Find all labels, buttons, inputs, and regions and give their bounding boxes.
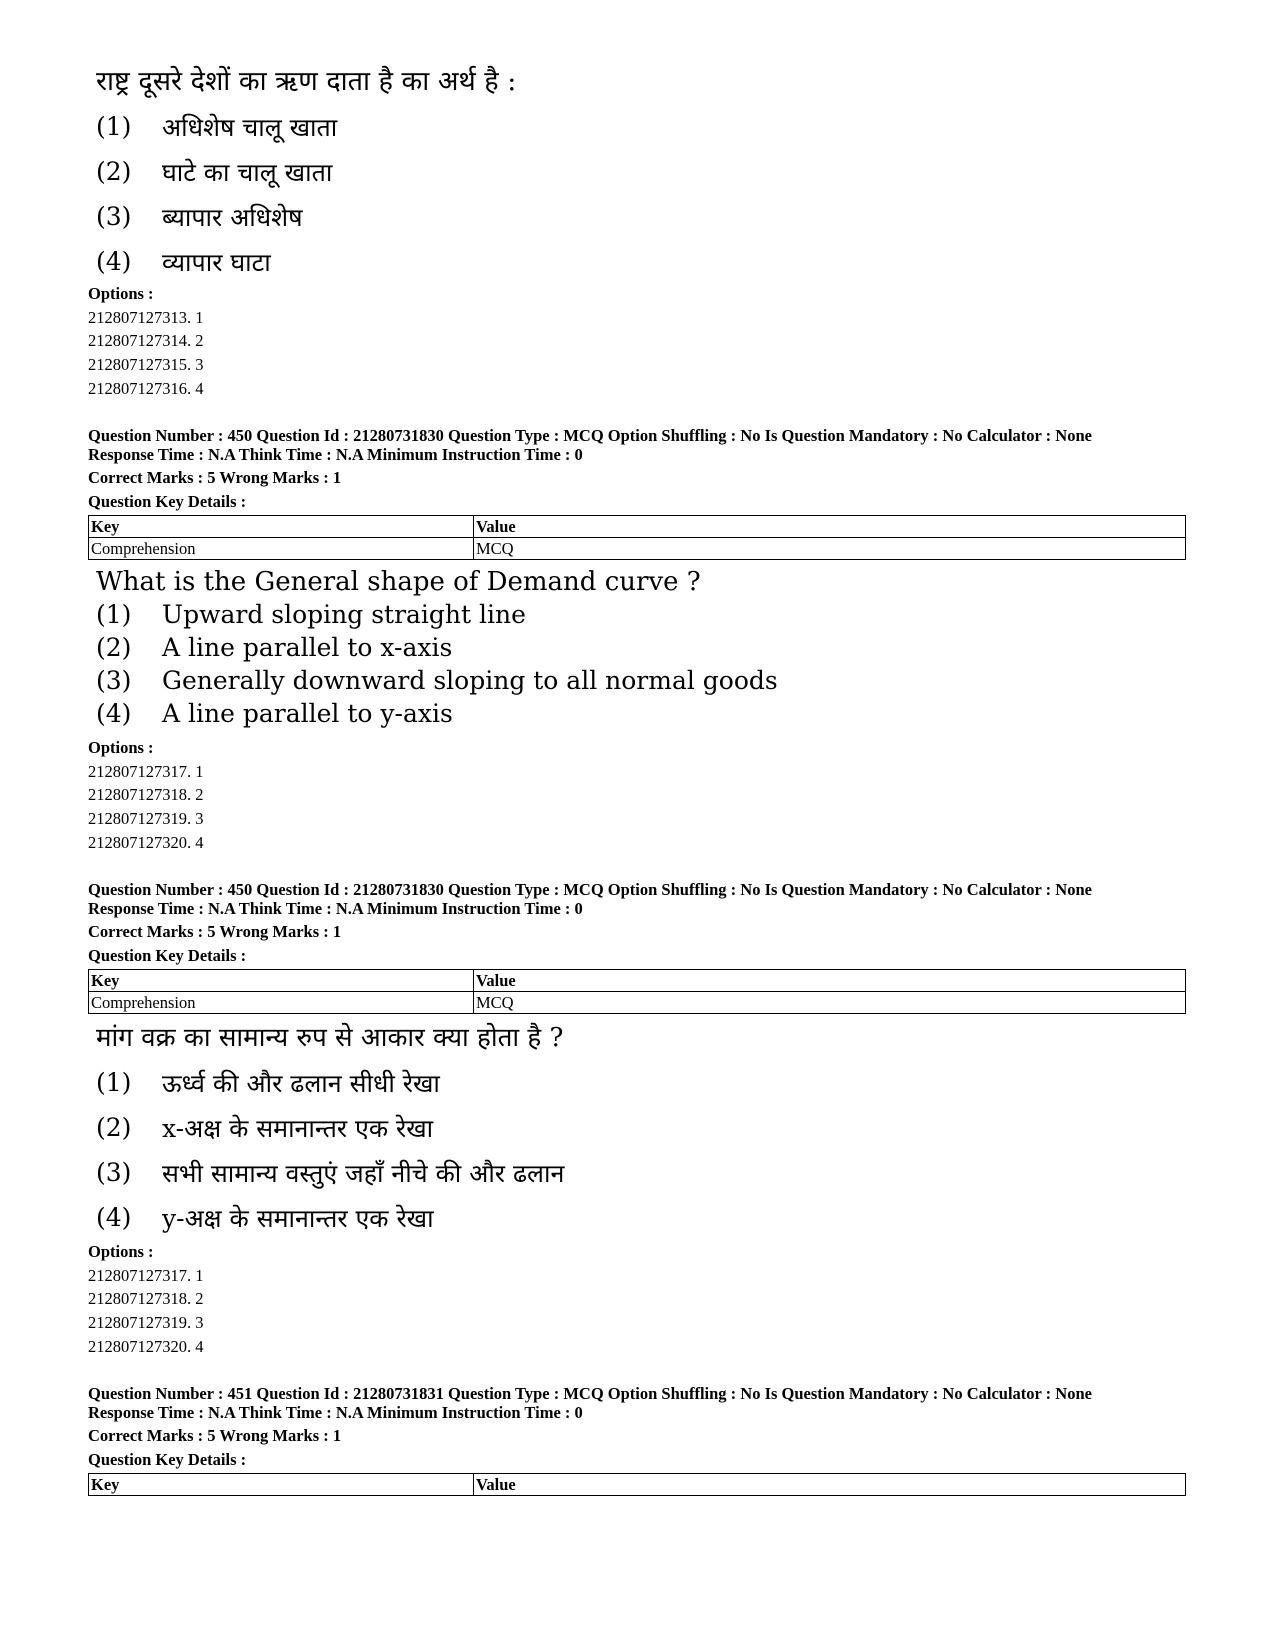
option-id: 212807127319. 3 xyxy=(88,1312,204,1332)
option-id: 212807127314. 2 xyxy=(88,331,204,351)
answer-option-1: (1) अधिशेष चालू खाता xyxy=(96,112,338,142)
table-header-row xyxy=(89,516,1186,538)
question-timing-line: Response Time : N.A Think Time : N.A Minimum Instruction Time : 0 xyxy=(88,899,583,918)
key-details-label: Question Key Details : xyxy=(88,945,247,965)
table-header-value: Value xyxy=(474,970,1186,992)
option-id: 212807127313. 1 xyxy=(88,307,204,327)
option-id: 212807127317. 1 xyxy=(88,761,204,781)
key-details-table xyxy=(88,969,1186,1014)
table-header-key: Key xyxy=(89,516,474,538)
options-section-3 xyxy=(88,1240,1188,1358)
option-id: 212807127320. 4 xyxy=(88,832,204,852)
answer-option-3: (3) Generally downward sloping to all normal goods xyxy=(96,666,778,695)
options-label: Options : xyxy=(88,1242,154,1261)
option-id: 212807127316. 4 xyxy=(88,378,204,398)
table-cell-key: Comprehension xyxy=(89,538,474,560)
question-4-meta xyxy=(88,1384,1188,1496)
answer-option-2: (2) घाटे का चालू खाता xyxy=(96,157,333,187)
question-2-meta xyxy=(88,426,1188,560)
table-cell-value: MCQ xyxy=(474,992,1186,1014)
answer-option-2: (2) A line parallel to x-axis xyxy=(96,633,453,662)
answer-option-4: (4) y-अक्ष के समानान्तर एक रेखा xyxy=(96,1203,434,1233)
question-meta-line: Question Number : 451 Question Id : 21280731831 Question Type : MCQ Option Shuffling : No Is Question Mandatory : No Calculator : None xyxy=(88,1384,1092,1403)
table-row xyxy=(89,992,1186,1014)
key-details-label: Question Key Details : xyxy=(88,491,247,511)
options-section-2 xyxy=(88,736,1188,854)
options-label: Options : xyxy=(88,738,154,757)
table-row xyxy=(89,538,1186,560)
table-cell-key: Comprehension xyxy=(89,992,474,1014)
options-section-1 xyxy=(88,282,1188,400)
question-timing-line: Response Time : N.A Think Time : N.A Minimum Instruction Time : 0 xyxy=(88,1403,583,1422)
option-id: 212807127319. 3 xyxy=(88,808,204,828)
question-stem: मांग वक्र का सामान्य रुप से आकार क्या होता है ? xyxy=(96,1023,564,1053)
question-meta-line: Question Number : 450 Question Id : 21280731830 Question Type : MCQ Option Shuffling : No Is Question Mandatory : No Calculator : None xyxy=(88,880,1092,899)
answer-option-4: (4) A line parallel to y-axis xyxy=(96,699,453,728)
option-id: 212807127315. 3 xyxy=(88,354,204,374)
question-timing-line: Response Time : N.A Think Time : N.A Minimum Instruction Time : 0 xyxy=(88,445,583,464)
question-stem: What is the General shape of Demand curve ? xyxy=(96,567,701,597)
answer-option-2: (2) x-अक्ष के समानान्तर एक रेखा xyxy=(96,1113,434,1143)
option-id-list xyxy=(88,1264,1188,1359)
answer-option-3: (3) ब्यापार अधिशेष xyxy=(96,202,303,232)
question-3-meta xyxy=(88,880,1188,1014)
question-meta-line: Question Number : 450 Question Id : 21280731830 Question Type : MCQ Option Shuffling : No Is Question Mandatory : No Calculator : None xyxy=(88,426,1092,445)
question-3-text xyxy=(88,1022,1188,1240)
option-id: 212807127318. 2 xyxy=(88,785,204,805)
option-id-list xyxy=(88,306,1188,401)
option-id: 212807127318. 2 xyxy=(88,1289,204,1309)
answer-option-1: (1) Upward sloping straight line xyxy=(96,600,526,629)
question-stem: राष्ट्र दूसरे देशों का ऋण दाता है का अर्थ है : xyxy=(96,66,517,97)
answer-option-3: (3) सभी सामान्य वस्तुएं जहाँ नीचे की और ढलान xyxy=(96,1158,565,1188)
option-id: 212807127317. 1 xyxy=(88,1265,204,1285)
key-details-table xyxy=(88,515,1186,560)
table-header-row xyxy=(89,1474,1186,1496)
marks-line: Correct Marks : 5 Wrong Marks : 1 xyxy=(88,468,342,487)
table-header-value: Value xyxy=(474,516,1186,538)
option-id: 212807127320. 4 xyxy=(88,1336,204,1356)
key-details-table xyxy=(88,1473,1186,1496)
options-label: Options : xyxy=(88,284,154,303)
key-details-label: Question Key Details : xyxy=(88,1449,247,1469)
table-header-value: Value xyxy=(474,1474,1186,1496)
answer-option-4: (4) व्यापार घाटा xyxy=(96,247,271,277)
option-id-list xyxy=(88,760,1188,855)
marks-line: Correct Marks : 5 Wrong Marks : 1 xyxy=(88,922,342,941)
marks-line: Correct Marks : 5 Wrong Marks : 1 xyxy=(88,1426,342,1445)
question-1-text xyxy=(88,66,1188,284)
table-header-key: Key xyxy=(89,1474,474,1496)
answer-option-1: (1) ऊर्ध्व की और ढलान सीधी रेखा xyxy=(96,1068,440,1098)
question-2-text xyxy=(88,566,1188,730)
table-cell-value: MCQ xyxy=(474,538,1186,560)
table-header-key: Key xyxy=(89,970,474,992)
table-header-row xyxy=(89,970,1186,992)
